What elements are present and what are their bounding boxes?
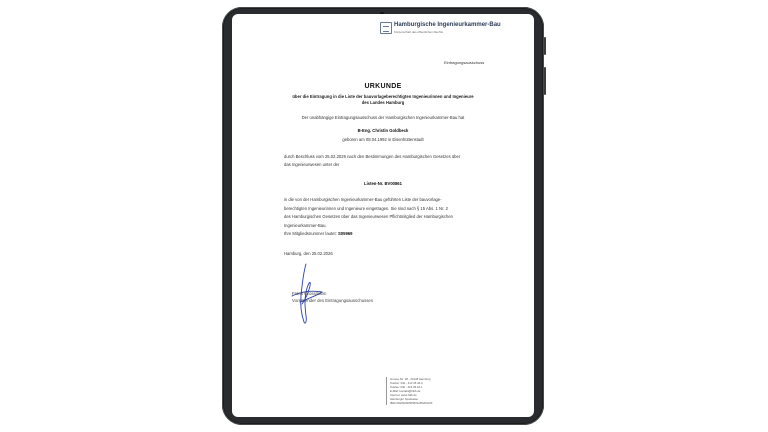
decision-line: durch Beschluss vom 25.02.2026 nach den Bestimmungen des Hamburgischen Gesetzes über [284,154,461,159]
list-number: Listen-Nr. BV00861 [364,181,402,186]
body-line: Ingenieurkammer-Bau. [284,222,327,228]
subtitle-line: über die Eintragung in die Liste der bauvorlageberechtigten Ingenieurinnen und Ingenieure [292,94,474,99]
body-line: berechtigten Ingenieurinnen und Ingenieure eingetragen. Sie sind nach § 15 Abs. 1 Nr. 2 [284,205,448,211]
subtitle-line: des Landes Hamburg [361,100,405,105]
letterhead-footer [386,377,460,405]
body-line: des Hamburgischen Gesetzes über das Ingenieurwesen Pflichtmitglied der Hamburgischen [284,214,453,219]
chamber-logo-icon [380,22,392,34]
footer-iban: IBAN DE50200505501265201000 [390,401,433,405]
member-number: S05969 [338,231,353,236]
decision-line: das Ingenieurwesen unter der [284,162,340,167]
footer-phone: Telefon: 040 - 413 45 46-0 [390,381,423,385]
org-name: Hamburgische Ingenieurkammer-Bau [394,22,501,28]
signer-role: Vorsitzender des Eintragungsausschusses [292,298,373,303]
certificate-document [232,14,534,417]
power-button [544,37,546,55]
person-name: B-Eng. Christin Goldbeck [357,128,409,133]
place-date: Hamburg, den 25.02.2026 [284,251,333,256]
birth-info: geboren am 08.04.1992 in Eisenhüttenstadt [342,137,424,142]
committee-reference: Eintragungsausschuss [444,60,485,65]
tablet-screen [232,14,534,417]
org-subtitle: Körperschaft des öffentlichen Rechts [394,30,443,34]
document-title: URKUNDE [364,83,402,90]
member-number-label: Ihre Mitgliedsnummer lautet: [284,231,338,236]
volume-button [544,67,546,95]
footer-bank: Hamburger Sparkasse [390,397,418,401]
intro-text: Der unabhängige Eintragungsausschuss der Hamburgischen Ingenieurkammer-Bau hat [301,115,465,120]
body-line: in die von der Hamburgischen Ingenieurkammer-Bau geführten Liste der bauvorlage- [284,197,442,202]
footer-address: Grosse Str. 38 · 20148 Hamburg [390,377,431,381]
footer-fax: Telefax: 040 - 413 45 46-1 [390,385,423,389]
document-subtitle [272,94,494,106]
footer-email: E-Mail: kontakt@hikb.de [390,389,421,393]
footer-web: Internet: www.hikb.de [390,393,417,397]
member-number-line [284,230,352,239]
signer-name: Frank Grossmann [292,291,327,296]
